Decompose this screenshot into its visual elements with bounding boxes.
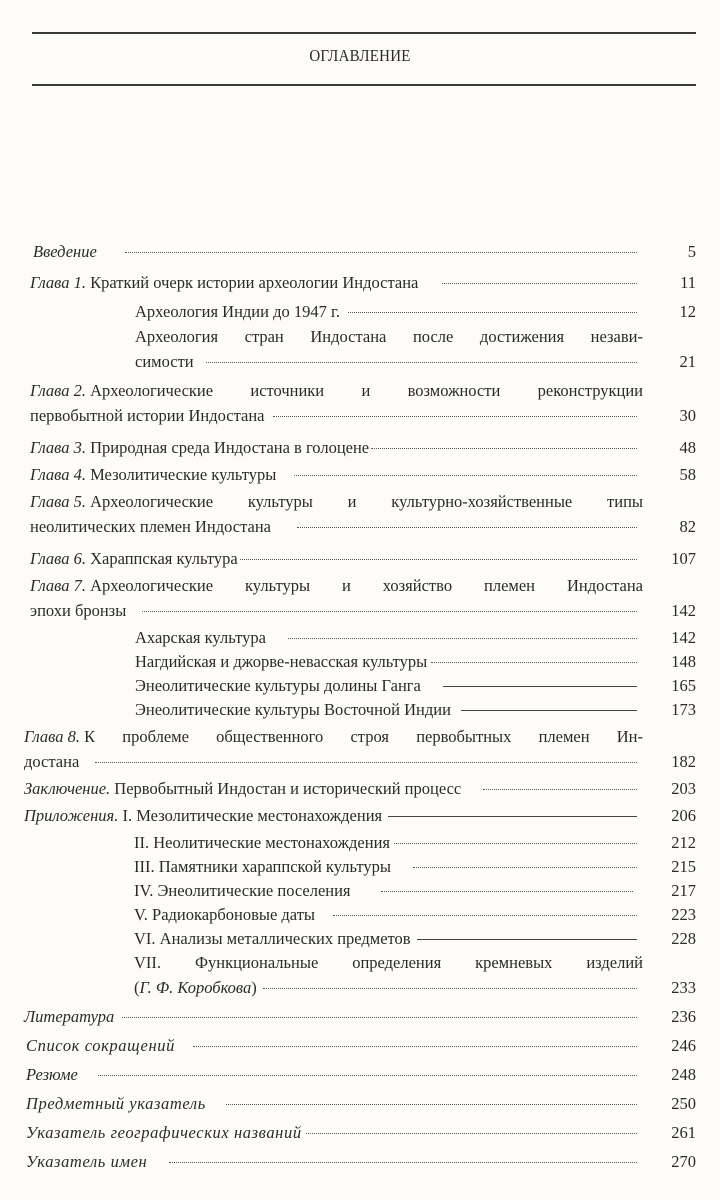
entry-title: Ахарская культура [135,628,266,647]
page-number: 228 [671,929,696,948]
page-number: 142 [671,601,696,620]
page-number: 223 [671,905,696,924]
entry-title-line-2: эпохи бронзы [30,601,127,620]
page-number: 248 [671,1065,696,1084]
page-number: 270 [671,1152,696,1171]
entry-title: Природная среда Индостана в голоцене [90,438,370,457]
leader-dots [443,686,637,687]
leader-dots [206,362,637,363]
entry-label: Введение [33,242,97,261]
bottom-rule [32,84,696,86]
paren-close: ) [251,978,257,997]
leader-dots [388,816,637,817]
leader-dots [371,448,637,449]
page-number: 82 [679,517,696,536]
leader-dots [413,867,637,868]
leader-dots [263,988,637,989]
chapter-prefix: Глава 7. [30,576,86,595]
entry-title: Археология Индии до 1947 г. [135,302,341,321]
leader-dots [294,475,637,476]
chapter-prefix: Глава 2. [30,381,86,400]
leader-dots [193,1046,637,1047]
page-number: 217 [671,881,696,900]
entry-title: Энеолитические культуры Восточной Индии [135,700,451,719]
leader-dots [483,789,637,790]
leader-dots [122,1017,637,1018]
leader-dots [142,611,637,612]
page-number: 206 [671,806,696,825]
entry-label: Резюме [26,1065,78,1084]
entry-title-line-1: Археологические источники и возможности реконструкции [90,381,643,400]
page-number: 148 [671,652,696,671]
leader-dots [333,915,637,916]
entry-title-line-2: симости [135,352,194,371]
page-number: 12 [679,302,696,321]
entry-title: Хараппская культура [90,549,238,568]
section-prefix: Приложения. [24,806,119,825]
chapter-prefix: Глава 4. [30,465,86,484]
chapter-prefix: Глава 6. [30,549,86,568]
entry-title: V. Радиокарбоновые даты [134,905,315,924]
leader-dots [226,1104,637,1105]
entry-label: Предметный указатель [26,1094,206,1113]
paren-open: ( [134,978,140,997]
leader-dots [240,559,637,560]
page-number: 250 [671,1094,696,1113]
leader-dots [348,312,637,313]
leader-dots [442,283,637,284]
leader-dots [381,891,633,892]
page-number: 173 [671,700,696,719]
entry-title-line-1: VII. Функциональные определения кремневых изделий [134,953,643,972]
entry-title: VI. Анализы металлических предметов [134,929,411,948]
chapter-prefix: Глава 1. [30,273,86,292]
page-number: 261 [671,1123,696,1142]
leader-dots [273,416,637,417]
page-number: 182 [671,752,696,771]
leader-dots [394,843,637,844]
top-rule [32,32,696,34]
entry-label: Указатель имен [26,1152,148,1171]
entry-title: Мезолитические культуры [90,465,277,484]
leader-dots [306,1133,637,1134]
page-number: 58 [679,465,696,484]
leader-dots [461,710,637,711]
page-title: ОГЛАВЛЕНИЕ [309,46,411,65]
leader-dots [431,662,637,663]
page-number: 233 [671,978,696,997]
entry-title: Краткий очерк истории археологии Индостана [90,273,419,292]
entry-title-line-2: первобытной истории Индостана [30,406,265,425]
chapter-prefix: Глава 8. [24,727,80,746]
entry-title: III. Памятники хараппской культуры [134,857,391,876]
page-number: 11 [680,273,696,292]
entry-title: Нагдийская и джорве-невасская культуры [135,652,428,671]
entry-title: IV. Энеолитические поселения [134,881,351,900]
entry-title-line-1: Археологические культуры и культурно-хозяйственные типы [90,492,643,511]
entry-title: Первобытный Индостан и исторический процесс [114,779,462,798]
entry-label: Литература [24,1007,115,1026]
page-number: 21 [679,352,696,371]
chapter-prefix: Глава 5. [30,492,86,511]
leader-dots [417,939,637,940]
entry-title-line-2: достана [24,752,80,771]
entry-title-line-1: К проблеме общественного строя первобытных племен Ин- [84,727,643,746]
section-prefix: Заключение. [24,779,111,798]
page-number: 30 [679,406,696,425]
entry-label: Список сокращений [26,1036,175,1055]
leader-dots [95,762,637,763]
entry-label: Указатель географических названий [26,1123,302,1142]
leader-dots [169,1162,637,1163]
page-number: 165 [671,676,696,695]
page-number: 5 [687,242,696,261]
leader-dots [288,638,637,639]
chapter-prefix: Глава 3. [30,438,86,457]
page-number: 203 [671,779,696,798]
entry-title: I. Мезолитические местонахождения [122,806,383,825]
entry-title: II. Неолитические местонахождения [134,833,390,852]
entry-title: Энеолитические культуры долины Ганга [135,676,421,695]
page-number: 212 [671,833,696,852]
leader-dots [125,252,637,253]
page-number: 107 [671,549,696,568]
page-number: 142 [671,628,696,647]
leader-dots [98,1075,637,1076]
leader-dots [297,527,637,528]
author-name: Г. Ф. Коробкова [139,978,252,997]
entry-title-line-2: неолитических племен Индостана [30,517,271,536]
page-number: 215 [671,857,696,876]
entry-title-line-1: Археология стран Индостана после достижения незави- [135,327,643,346]
entry-title-line-1: Археологические культуры и хозяйство племен Индостана [90,576,643,595]
page-number: 236 [671,1007,696,1026]
page-number: 246 [671,1036,696,1055]
page-number: 48 [679,438,696,457]
